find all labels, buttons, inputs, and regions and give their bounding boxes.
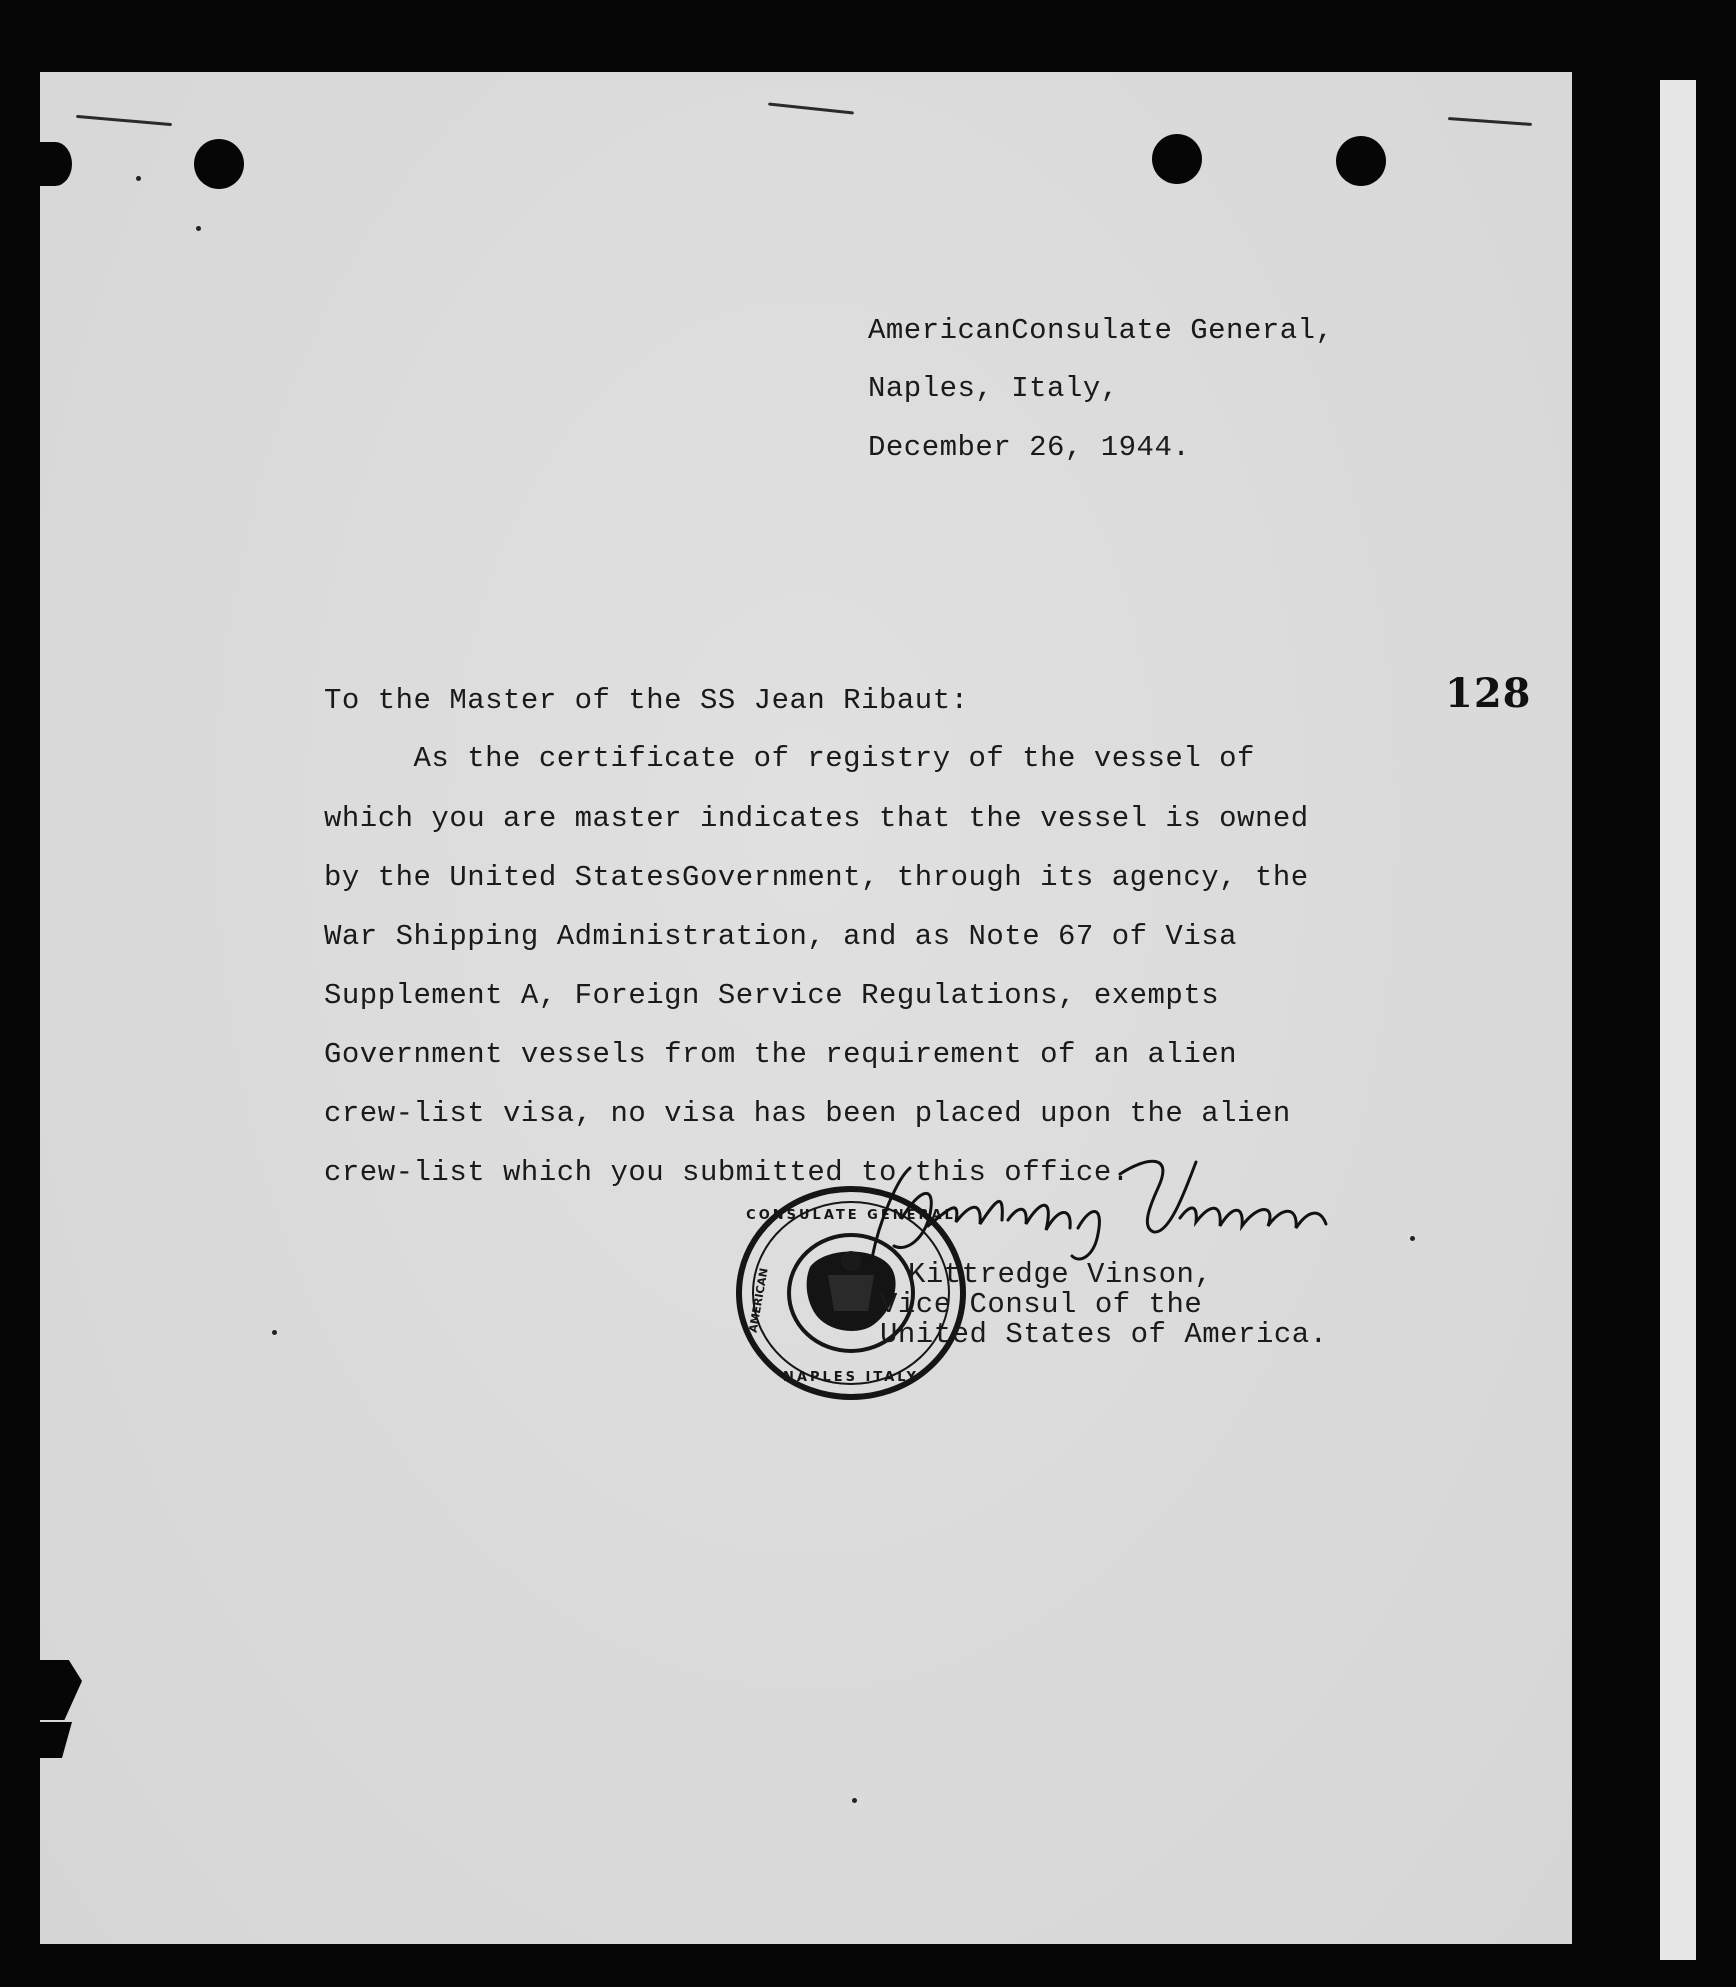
punch-hole <box>38 142 72 186</box>
handwritten-signature <box>858 1148 1336 1268</box>
speck <box>852 1798 857 1803</box>
scratch-mark <box>76 115 172 126</box>
body-line: by the United StatesGovernment, through its agency, the <box>324 861 1309 894</box>
body-line: War Shipping Administration, and as Note 67 of Visa <box>324 920 1238 953</box>
body-line: Supplement A, Foreign Service Regulations, exempts <box>324 979 1220 1012</box>
edge-tear <box>38 1660 82 1720</box>
signature-block <box>880 1260 1328 1350</box>
page-number: 128 <box>1445 670 1532 717</box>
svg-text:NAPLES ITALY: NAPLES ITALY <box>783 1370 919 1385</box>
scratch-mark <box>1448 117 1532 126</box>
signer-country: United States of America. <box>880 1318 1328 1351</box>
body-line: Government vessels from the requirement of an alien <box>324 1038 1238 1071</box>
body-line: crew-list which you submitted to this office. <box>324 1156 1130 1189</box>
punch-hole <box>1152 134 1202 184</box>
signer-title: Vice Consul of the <box>880 1288 1203 1321</box>
punch-hole <box>1336 136 1386 186</box>
scratch-mark <box>768 103 854 115</box>
signer-name: Kittredge Vinson, <box>908 1258 1213 1291</box>
body-line: crew-list visa, no visa has been placed upon the alien <box>324 1097 1291 1130</box>
svg-text:AMERICAN: AMERICAN <box>746 1267 771 1334</box>
speck <box>1410 1236 1415 1241</box>
date-line: December 26, 1944. <box>868 431 1191 464</box>
body-line: which you are master indicates that the vessel is owned <box>324 802 1309 835</box>
consulate-office-line: AmericanConsulate General, <box>868 314 1334 347</box>
city-line: Naples, Italy, <box>868 372 1119 405</box>
salutation: To the Master of the SS Jean Ribaut: <box>324 684 969 717</box>
speck <box>272 1330 277 1335</box>
speck <box>136 176 141 181</box>
letter-page <box>40 72 1572 1944</box>
adjacent-page-edge <box>1660 80 1696 1960</box>
punch-hole <box>194 139 244 189</box>
edge-tear <box>38 1722 78 1758</box>
svg-text:CONSULATE GENERAL: CONSULATE GENERAL <box>746 1208 956 1223</box>
speck <box>196 226 201 231</box>
body-line: As the certificate of registry of the vessel of <box>324 742 1255 775</box>
